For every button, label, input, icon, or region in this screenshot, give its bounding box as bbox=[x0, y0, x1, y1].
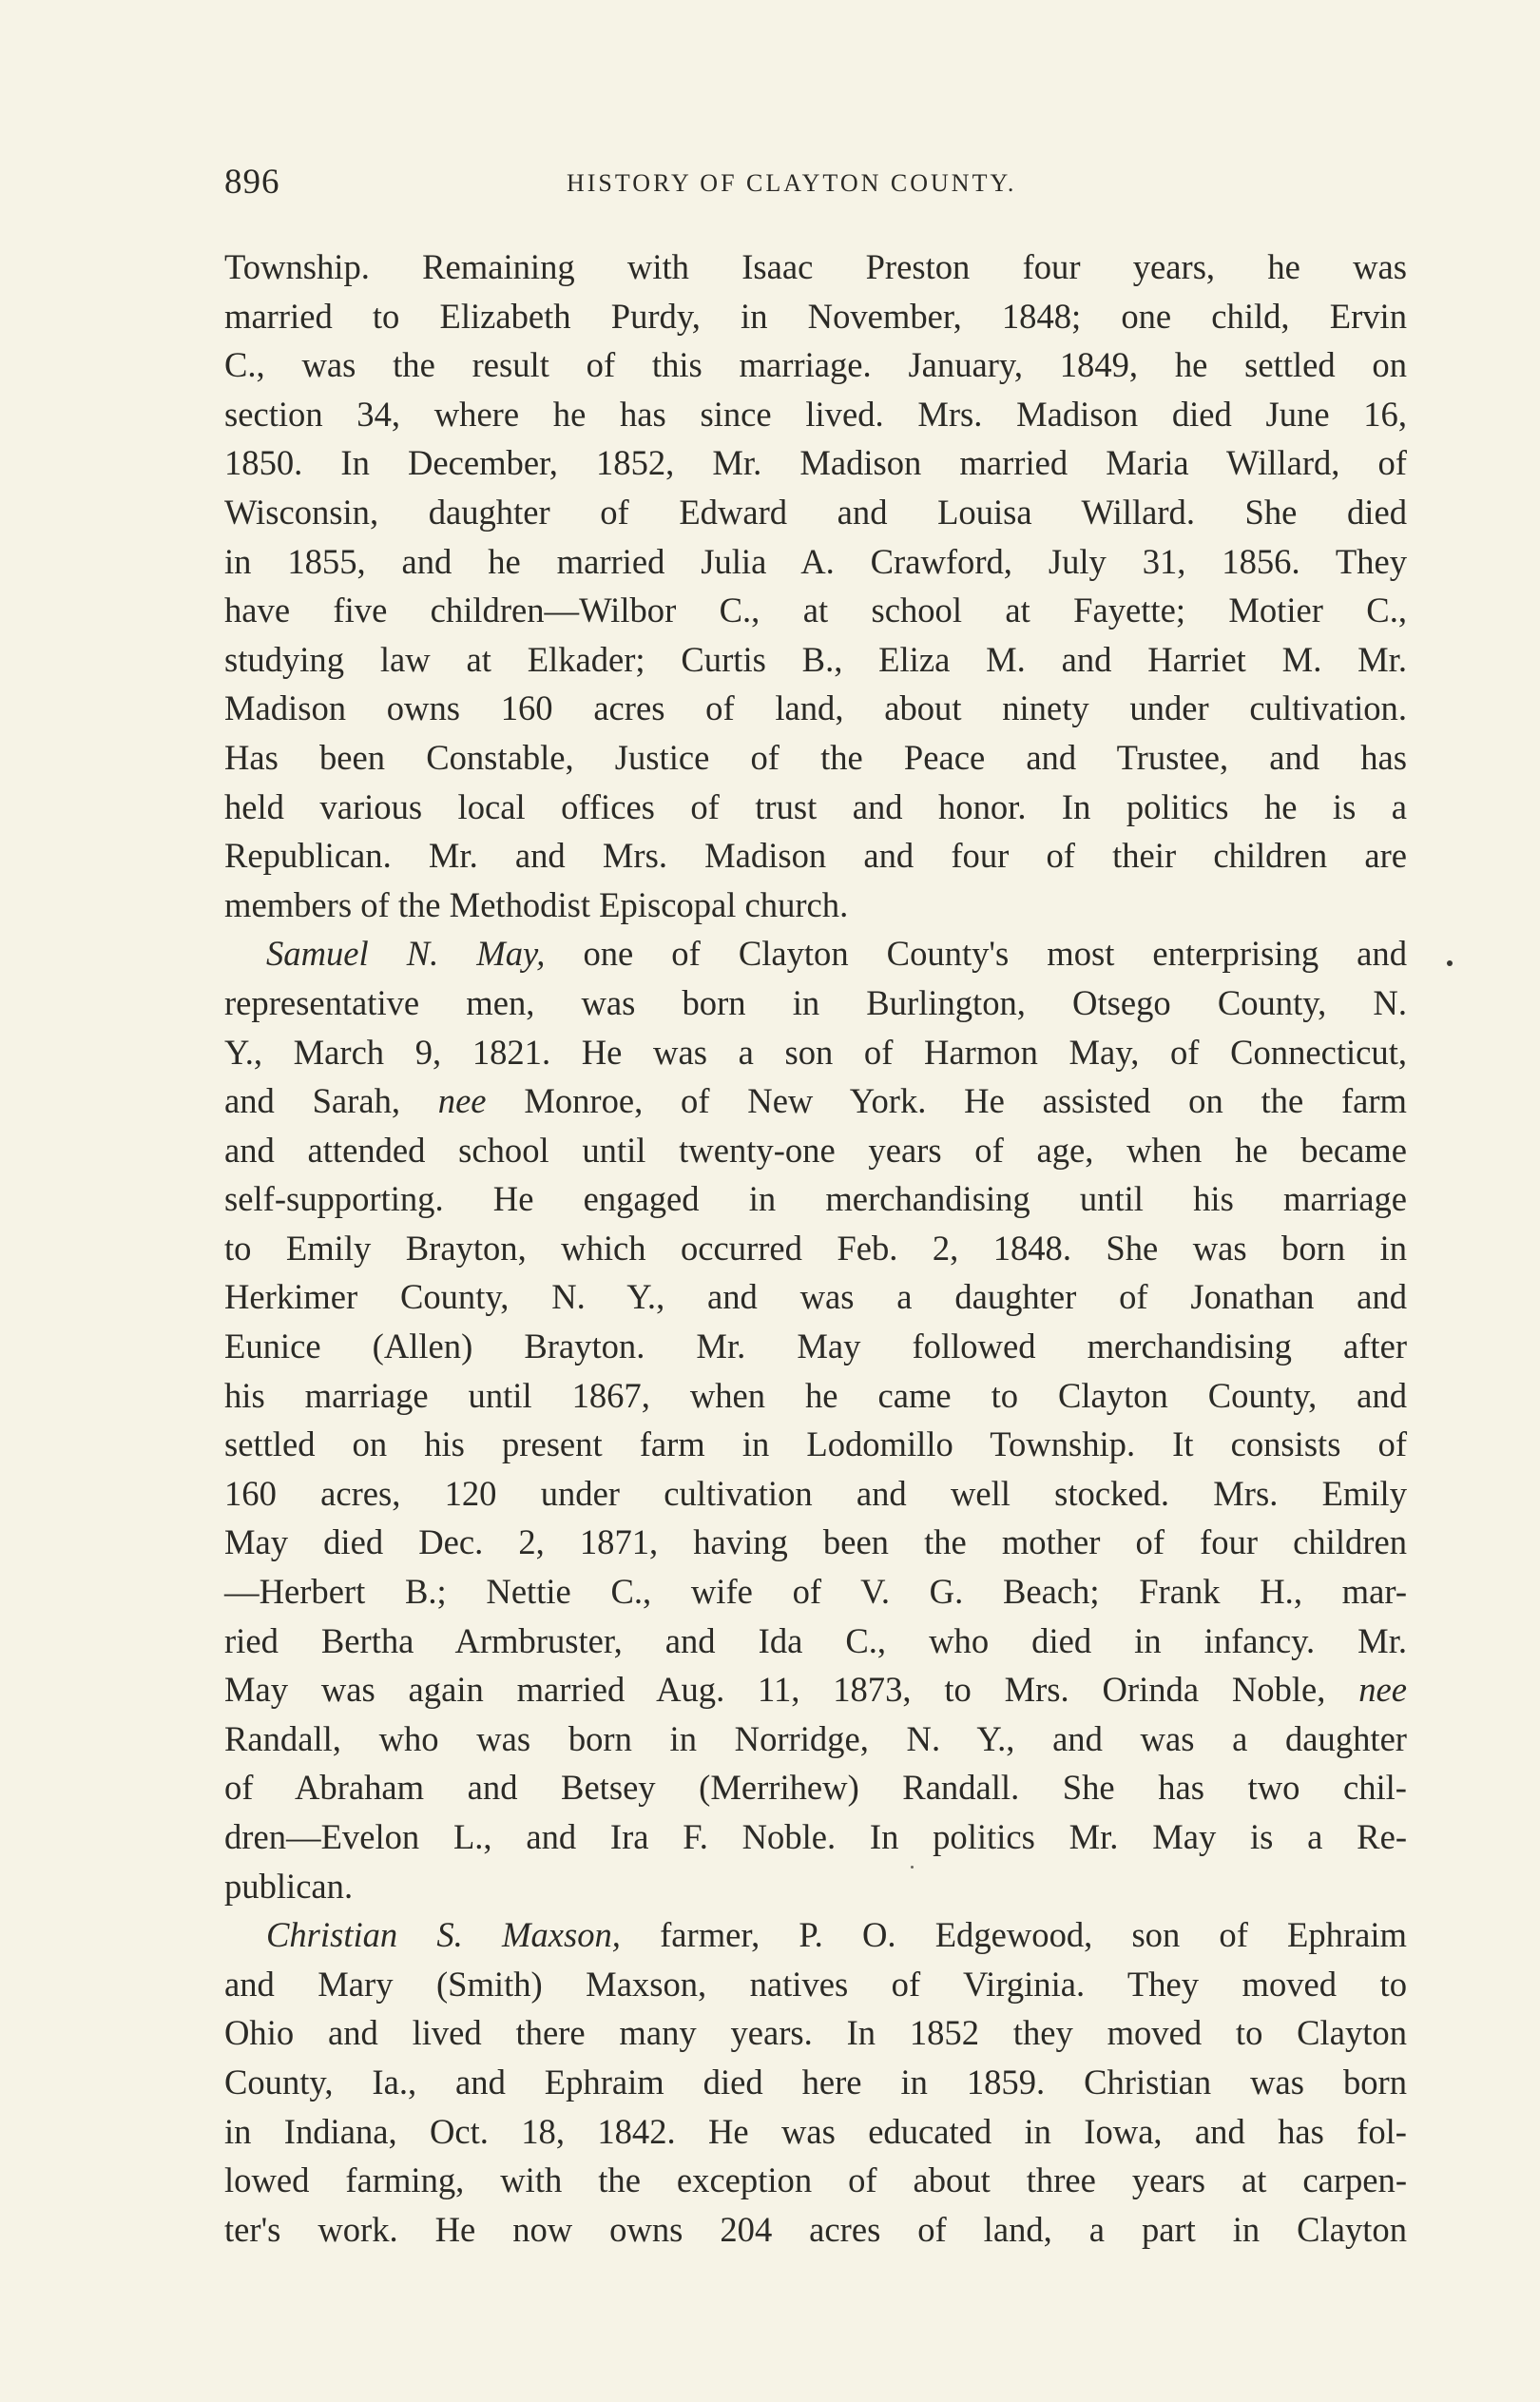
text-line bbox=[224, 635, 1407, 685]
text-run: dren—Evelon L., and Ira F. Noble. In politics Mr. May is a Re- bbox=[224, 1817, 1407, 1856]
italic-text: Christian S. Maxson, bbox=[266, 1915, 621, 1955]
running-head: HISTORY OF CLAYTON COUNTY. bbox=[567, 169, 1017, 197]
text-line bbox=[224, 733, 1407, 783]
text-run: Y., March 9, 1821. He was a son of Harmon May, of Connecticut, bbox=[224, 1032, 1407, 1072]
text-line bbox=[224, 881, 1407, 930]
text-line bbox=[224, 586, 1407, 635]
text-line bbox=[224, 1420, 1407, 1469]
text-line bbox=[224, 1174, 1407, 1224]
text-run: Madison owns 160 acres of land, about ninety under cultivation. bbox=[224, 688, 1407, 728]
text-line bbox=[224, 831, 1407, 881]
italic-text: Samuel N. May, bbox=[266, 934, 546, 974]
text-line bbox=[224, 929, 1407, 978]
text-run: Township. Remaining with Isaac Preston four years, he was bbox=[224, 247, 1407, 286]
text-line bbox=[224, 1518, 1407, 1567]
text-line bbox=[224, 1714, 1407, 1764]
text-line bbox=[224, 1224, 1407, 1273]
text-line bbox=[224, 684, 1407, 733]
text-run: to Emily Brayton, which occurred Feb. 2, 1848. She was born in bbox=[224, 1228, 1407, 1268]
text-run: 160 acres, 120 under cultivation and well stocked. Mrs. Emily bbox=[224, 1473, 1407, 1513]
text-run: 1850. In December, 1852, Mr. Madison married Maria Willard, of bbox=[224, 443, 1407, 483]
text-run: ter's work. He now owns 204 acres of land, a part in Clayton bbox=[224, 2209, 1407, 2249]
text-run: his marriage until 1867, when he came to Clayton County, and bbox=[224, 1375, 1407, 1415]
italic-text: nee bbox=[437, 1081, 487, 1121]
text-line bbox=[224, 2058, 1407, 2107]
text-run: Monroe, of New York. He assisted on the farm bbox=[486, 1081, 1407, 1121]
text-run: have five children—Wilbor C., at school at Fayette; Motier C., bbox=[224, 591, 1407, 630]
text-run: ried Bertha Armbruster, and Ida C., who died in infancy. Mr. bbox=[224, 1620, 1407, 1660]
text-run: Herkimer County, N. Y., and was a daughter of Jonathan and bbox=[224, 1277, 1407, 1317]
text-line bbox=[224, 1371, 1407, 1421]
text-line bbox=[224, 390, 1407, 439]
text-line bbox=[224, 1322, 1407, 1371]
text-line bbox=[224, 1028, 1407, 1077]
text-run: County, Ia., and Ephraim died here in 1859. Christian was born bbox=[224, 2062, 1407, 2102]
text-run: Wisconsin, daughter of Edward and Louisa Willard. She died bbox=[224, 492, 1407, 532]
page-number: 896 bbox=[224, 163, 280, 202]
text-run: and Mary (Smith) Maxson, natives of Virginia. They moved to bbox=[224, 1964, 1407, 2004]
text-line bbox=[224, 2156, 1407, 2205]
text-run: members of the Methodist Episcopal church. bbox=[224, 884, 849, 924]
text-line bbox=[224, 978, 1407, 1028]
text-line bbox=[224, 1763, 1407, 1812]
text-run: one of Clayton County's most enterprising and bbox=[545, 934, 1407, 974]
text-run: of Abraham and Betsey (Merrihew) Randall. She has two chil- bbox=[224, 1768, 1407, 1808]
text-line bbox=[224, 1469, 1407, 1519]
text-line bbox=[224, 2205, 1407, 2255]
text-line bbox=[224, 1812, 1407, 1862]
text-line bbox=[224, 1076, 1407, 1126]
text-line bbox=[224, 2107, 1407, 2157]
text-line bbox=[224, 1960, 1407, 2009]
text-line bbox=[224, 438, 1407, 488]
text-run: Randall, who was born in Norridge, N. Y., and was a daughter bbox=[224, 1718, 1407, 1758]
text-run: May was again married Aug. 11, 1873, to Mrs. Orinda Noble, bbox=[224, 1670, 1359, 1710]
text-run: publican. bbox=[224, 1866, 354, 1906]
text-run: and Sarah, bbox=[224, 1081, 438, 1121]
text-run: held various local offices of trust and honor. In politics he is a bbox=[224, 786, 1407, 826]
text-line bbox=[224, 1665, 1407, 1714]
text-run: in Indiana, Oct. 18, 1842. He was educated in Iowa, and has fol- bbox=[224, 2111, 1407, 2151]
text-run: studying law at Elkader; Curtis B., Eliza M. and Harriet M. Mr. bbox=[224, 639, 1407, 679]
text-line bbox=[224, 292, 1407, 341]
text-line bbox=[224, 783, 1407, 832]
text-run: self-supporting. He engaged in merchandising until his marriage bbox=[224, 1179, 1407, 1219]
text-run: and attended school until twenty-one years of age, when he became bbox=[224, 1130, 1407, 1170]
body-text bbox=[224, 242, 1407, 2254]
text-run: settled on his present farm in Lodomillo Township. It consists of bbox=[224, 1424, 1407, 1464]
text-run: lowed farming, with the exception of about three years at carpen- bbox=[224, 2160, 1407, 2200]
text-run: —Herbert B.; Nettie C., wife of V. G. Beach; Frank H., mar- bbox=[224, 1572, 1407, 1612]
text-run: farmer, P. O. Edgewood, son of Ephraim bbox=[620, 1915, 1408, 1955]
text-line bbox=[224, 1910, 1407, 1960]
text-run: Eunice (Allen) Brayton. Mr. May followed merchandising after bbox=[224, 1327, 1407, 1366]
text-run: Ohio and lived there many years. In 1852 they moved to Clayton bbox=[224, 2013, 1407, 2053]
text-run: section 34, where he has since lived. Mrs. Madison died June 16, bbox=[224, 394, 1407, 434]
paper-speck bbox=[911, 1866, 914, 1869]
text-line bbox=[224, 537, 1407, 587]
text-line bbox=[224, 1862, 1407, 1911]
text-line bbox=[224, 340, 1407, 390]
text-run: Republican. Mr. and Mrs. Madison and four of their children are bbox=[224, 836, 1407, 876]
margin-dot bbox=[1447, 960, 1453, 966]
text-line bbox=[224, 488, 1407, 537]
text-run: Has been Constable, Justice of the Peace and Trustee, and has bbox=[224, 737, 1407, 777]
text-line bbox=[224, 242, 1407, 292]
text-line bbox=[224, 1567, 1407, 1617]
text-run: in 1855, and he married Julia A. Crawford, July 31, 1856. They bbox=[224, 541, 1407, 581]
text-run: representative men, was born in Burlington, Otsego County, N. bbox=[224, 982, 1407, 1022]
text-line bbox=[224, 1126, 1407, 1175]
text-line bbox=[224, 2008, 1407, 2058]
page-header bbox=[224, 162, 1407, 219]
text-line bbox=[224, 1272, 1407, 1322]
italic-text: nee bbox=[1358, 1670, 1407, 1710]
text-run: May died Dec. 2, 1871, having been the mother of four children bbox=[224, 1522, 1407, 1562]
text-line bbox=[224, 1617, 1407, 1666]
text-run: C., was the result of this marriage. January, 1849, he settled on bbox=[224, 345, 1407, 385]
text-run: married to Elizabeth Purdy, in November, 1848; one child, Ervin bbox=[224, 296, 1407, 336]
